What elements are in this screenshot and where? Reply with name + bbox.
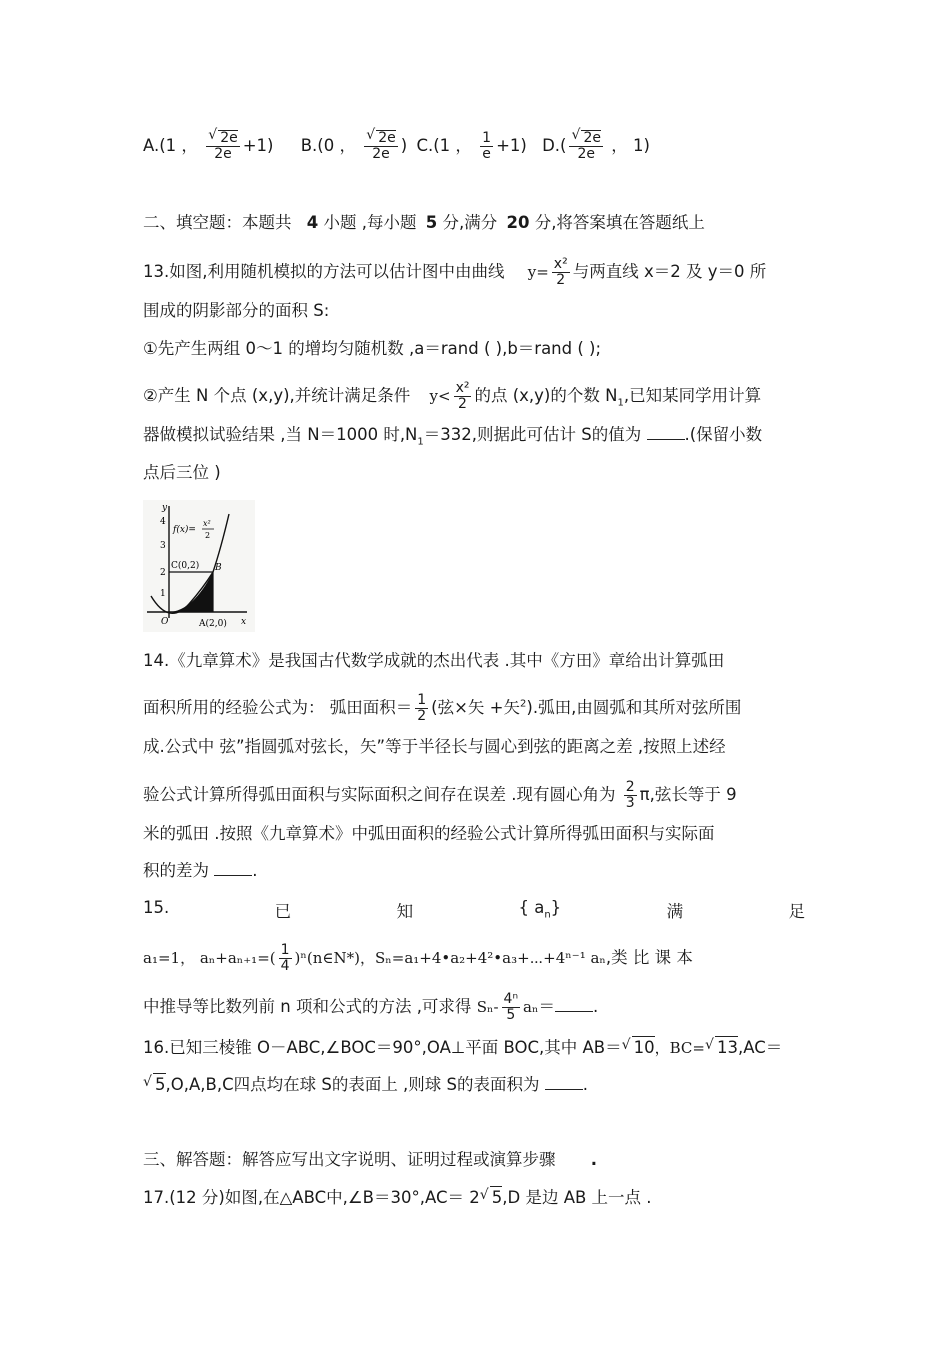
q14-line-2: 面积所用的经验公式为： 弧田面积＝ $\frac{1}{2}$ (弦×矢 +矢$^2$).弧田,由圆弧和其所对弦所围 [143,692,742,724]
function-denominator: 2 [205,531,211,540]
q14-line-6: 积的差为 . [143,861,258,880]
answer-blank[interactable] [214,861,252,876]
option-a-fraction: √ $\frac{2e}{2e}$ [206,130,240,162]
y-axis-label: y [162,503,168,513]
q13-line-4: ②产生 N 个点 (x,y),并统计满足条件 y< $\frac{\text{x²}}{2}$ 的点 (x,y)的个数 $N_1$,已知某同学用计算 [143,380,762,412]
q13-line-2: 围成的阴影部分的面积 S: [143,301,330,320]
y-tick-1: 1 [160,589,166,599]
point-b-label: B [215,563,222,573]
option-b: B.(0 ， √ $\frac{2e}{2e}$ ) [301,136,413,155]
option-d-fraction: √ $\frac{2e}{2e}$ [569,130,603,162]
point-c-label: C(0,2) [171,561,200,571]
q13-line-5: 器做模拟试验结果 ,当 N＝1000 时$,N_1=332$,则据此可估计 S的值为 .(保留小数 [143,425,763,448]
answer-blank[interactable] [555,997,593,1012]
q13-curve-fraction: $\frac{\text{x²}}{2}$ [553,256,568,288]
section-2-heading: 二、填空题：本题共 4 小题 ,每小题 5 分,满分 20 分,将答案填在答题纸上 [143,213,705,232]
answer-options [143,130,650,162]
q13-line-6: 点后三位 ) [143,463,221,482]
option-d: D.( √ $\frac{2e}{2e}$ ， 1) [542,136,650,155]
answer-blank[interactable] [545,1075,583,1090]
q16-line-1: 16.已知三棱锥 O－ABC,∠BOC＝90°,OA⊥平面 BOC,其中 AB＝√ 10，BC=√ 13,AC＝ [143,1036,782,1059]
x-axis-label: x [241,617,247,627]
q17-line-1: 17.(12 分)如图,在△ABC中,∠B＝30°,AC＝ 2√ 5,D 是边 AB 上一点 . [143,1186,652,1209]
option-b-fraction: √ $\frac{2e}{2e}$ [364,130,398,162]
q13-condition-fraction: $\frac{\text{x²}}{2}$ [455,380,470,412]
y-tick-3: 3 [160,541,166,551]
q15-line-2: a₁=1， aₙ+aₙ₊₁=( $\frac{1}{4}$ )ⁿ(n∈N*)，Sₙ=a₁+4•a₂+4²•a₃+⋯+4ⁿ⁻¹ aₙ,类 比 课 本 [143,942,693,974]
function-label: f(x)= [173,525,196,535]
q16-line-2: √ 5,O,A,B,C四点均在球 S的表面上 ,则球 S的表面积为 . [143,1073,588,1096]
q15-line-3: 中推导等比数列前 n 项和公式的方法 ,可求得 Sₙ- $\frac{\text{4ⁿ}}{5}$ aₙ＝ . [143,991,599,1023]
option-c-fraction: $\frac{1}{e}$ [482,129,492,162]
q14-line-5: 米的弧田 .按照《九章算术》中弧田面积的经验公式计算所得弧田面积与实际面 [143,824,715,843]
q13-line-3: ①先产生两组 0～1 的增均匀随机数 ,a＝rand ( ),b＝rand ( ); [143,339,602,358]
section-3-heading: 三、解答题：解答应写出文字说明、证明过程或演算步骤 . [143,1150,598,1169]
q14-half-fraction: $\frac{1}{2}$ [417,692,427,724]
point-a-label: A(2,0) [199,619,227,629]
q14-line-4: 验公式计算所得弧田面积与实际面积之间存在误差 .现有圆心角为 $\frac{2}{3}$ π,弦长等于 9 [143,779,737,811]
y-tick-2: 2 [160,568,166,578]
q15-quarter-fraction: $\frac{1}{4}$ [280,942,290,974]
answer-blank[interactable] [647,425,685,440]
q13-graph-svg [143,500,255,632]
option-c: C.(1 ， $\frac{1}{e}$ +1) [416,129,527,162]
y-tick-4: 4 [160,517,166,527]
function-numerator: x² [203,519,211,528]
q14-line-3: 成.公式中 弦”指圆弧对弦长，矢”等于半径长与圆心到弦的距离之差 ,按照上述经 [143,737,726,756]
q15-line-1: 15. 已 知 { $a_n$} 满 足 [143,898,805,921]
origin-label: O [161,617,169,627]
q14-line-1: 14.《九章算术》是我国古代数学成就的杰出代表 .其中《方田》章给出计算弧田 [143,651,725,670]
q13-line-1: 13.如图,利用随机模拟的方法可以估计图中由曲线 y= $\frac{\text{x²}}{2}$ 与两直线 x＝2 及 y＝0 所 [143,256,767,288]
option-a: A.(1 ， √ $\frac{2e}{2e}$ +1) [143,136,279,155]
q13-graph [143,500,255,632]
q15-s-fraction: $\frac{\text{4ⁿ}}{5}$ [503,991,519,1023]
q14-angle-fraction: $\frac{2}{3}$ [625,779,635,811]
